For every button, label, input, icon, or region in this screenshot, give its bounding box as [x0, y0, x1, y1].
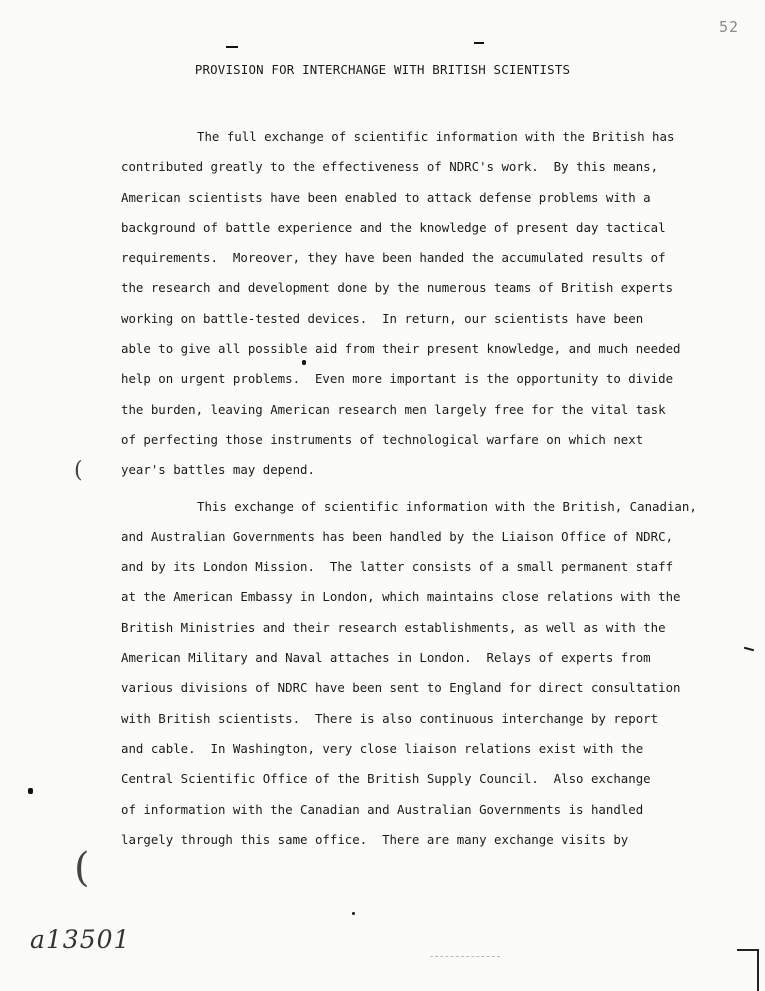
- text-line: largely through this same office. There are many exchange visits by: [121, 831, 629, 847]
- ink-speck: [28, 788, 33, 794]
- text-line: year's battles may depend.: [121, 462, 315, 478]
- text-line: at the American Embassy in London, which maintains close relations with the: [121, 589, 681, 605]
- handwritten-archive-number: a13501: [30, 925, 131, 954]
- margin-paren-mark: (: [74, 458, 83, 483]
- text-line: This exchange of scientific information with the British, Canadian,: [197, 498, 697, 514]
- text-line: Central Scientific Office of the British Supply Council. Also exchange: [121, 771, 651, 787]
- corner-bracket-mark: [737, 949, 759, 991]
- text-line: British Ministries and their research establishments, as well as with the: [121, 619, 666, 635]
- paragraph-1: [121, 122, 701, 486]
- text-line: and cable. In Washington, very close liaison relations exist with the: [121, 740, 644, 756]
- text-line: requirements. Moreover, they have been handed the accumulated results of: [121, 250, 666, 266]
- ink-speck: [352, 912, 355, 915]
- text-line: contributed greatly to the effectiveness of NDRC's work. By this means,: [121, 159, 659, 175]
- typewriter-mark: [474, 42, 484, 44]
- text-line: American scientists have been enabled to attack defense problems with a: [121, 189, 651, 205]
- text-line: with British scientists. There is also continuous interchange by report: [121, 710, 659, 726]
- margin-bracket-mark: (: [74, 845, 90, 891]
- text-line: The full exchange of scientific information with the British has: [197, 129, 675, 144]
- faint-dotted-line: [430, 956, 500, 957]
- paragraph-2: [121, 492, 701, 856]
- text-line: help on urgent problems. Even more important is the opportunity to divide: [121, 371, 674, 387]
- text-line: of information with the Canadian and Australian Governments is handled: [121, 801, 644, 817]
- text-line: various divisions of NDRC have been sent to England for direct consultation: [121, 680, 681, 696]
- page-number: 52: [718, 18, 739, 36]
- text-line: American Military and Naval attaches in London. Relays of experts from: [121, 650, 651, 666]
- text-line: and Australian Governments has been handled by the Liaison Office of NDRC,: [121, 528, 674, 544]
- text-line: of perfecting those instruments of technological warfare on which next: [121, 431, 644, 447]
- typewriter-mark: [226, 46, 238, 48]
- margin-arrow-mark: [744, 647, 754, 652]
- ink-speck: [302, 360, 306, 365]
- document-title: PROVISION FOR INTERCHANGE WITH BRITISH SCIENTISTS: [194, 62, 571, 77]
- text-line: the burden, leaving American research men largely free for the vital task: [121, 401, 666, 417]
- text-line: able to give all possible aid from their present knowledge, and much needed: [121, 341, 681, 357]
- text-line: working on battle-tested devices. In return, our scientists have been: [121, 310, 644, 326]
- body-text: [121, 122, 701, 855]
- text-line: background of battle experience and the knowledge of present day tactical: [121, 219, 666, 235]
- text-line: and by its London Mission. The latter consists of a small permanent staff: [121, 559, 674, 575]
- text-line: the research and development done by the numerous teams of British experts: [121, 280, 674, 296]
